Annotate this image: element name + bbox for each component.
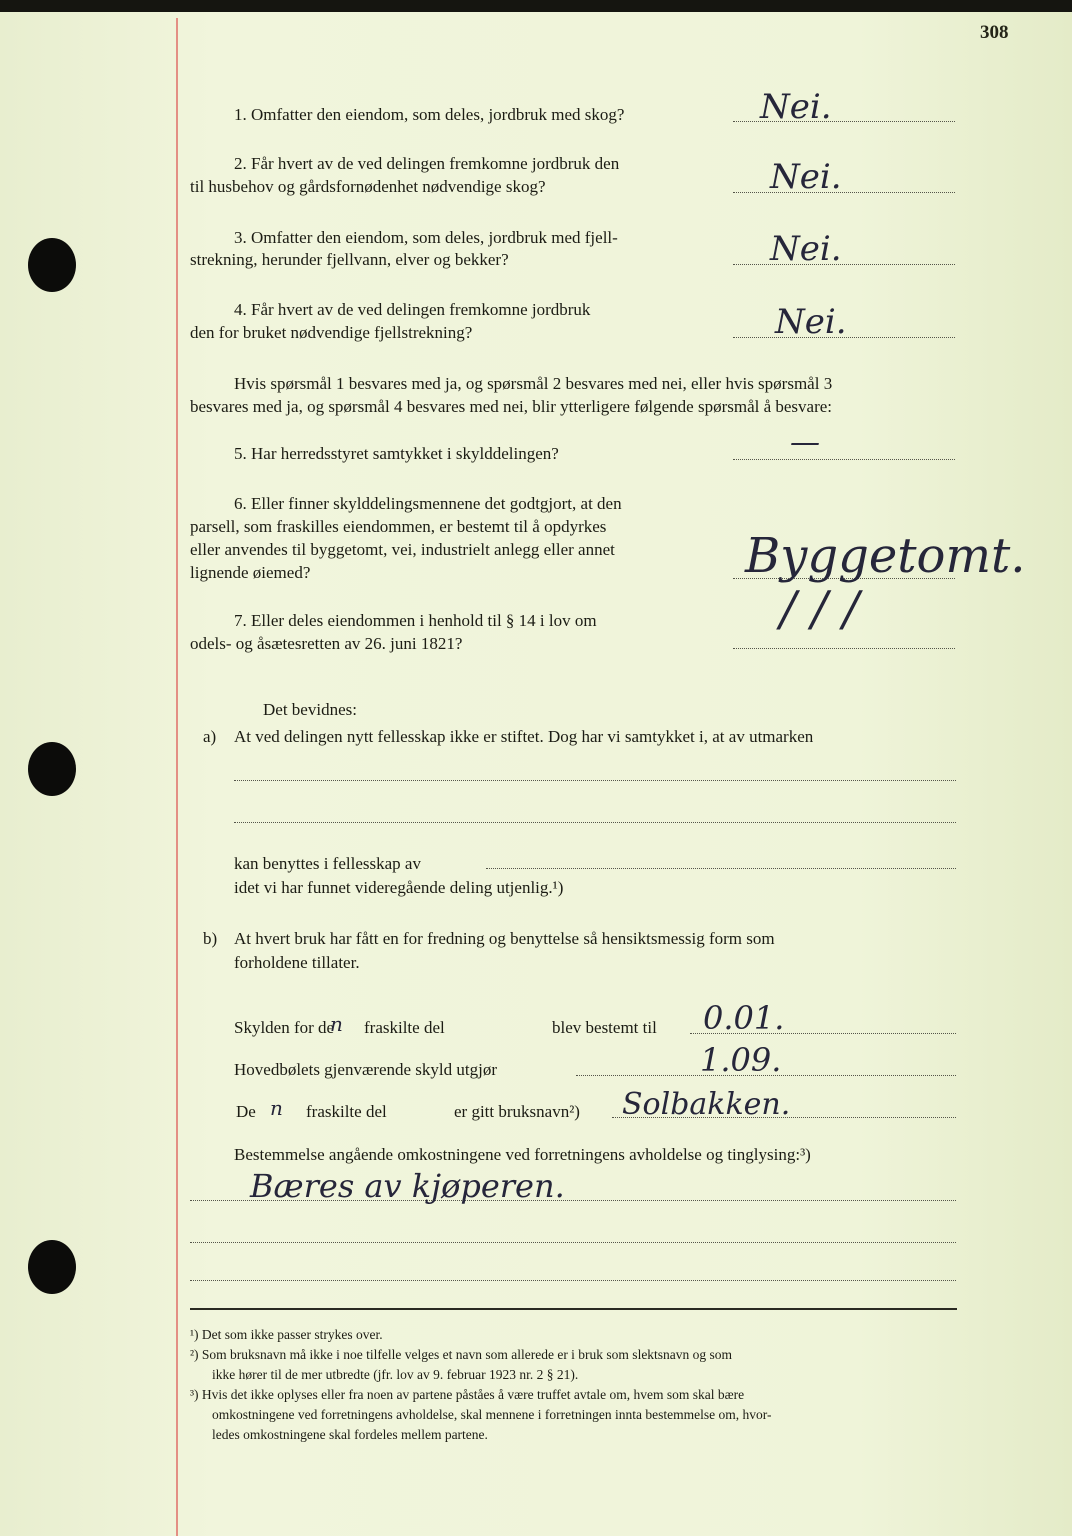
scan-top-edge (0, 0, 1072, 12)
question-3-line-2: strekning, herunder fjellvann, elver og bekker? (190, 250, 509, 269)
margin-line (176, 18, 178, 1536)
costs-value: Bæres av kjøperen. (250, 1167, 565, 1205)
answer-rule (733, 264, 955, 265)
question-3-line-1: 3. Omfatter den eiendom, som deles, jordbruk med fjell- (234, 228, 618, 247)
common-use-line: kan benyttes i fellesskap av (234, 854, 421, 873)
fill-line (190, 1242, 956, 1243)
question-5: 5. Har herredsstyret samtykket i skylddelingen? (234, 444, 559, 463)
question-2-line-1: 2. Får hvert av de ved delingen fremkomne jordbruk den (234, 154, 620, 173)
farm-name-label-part-3: er gitt bruksnavn²) (454, 1102, 580, 1121)
remaining-skyld-value: 1.09. (700, 1041, 782, 1079)
question-2-line-2: til husbehov og gårdsfornødenhet nødvendige skog? (190, 177, 546, 196)
answer-5: — (790, 425, 820, 460)
question-4-line-1: 4. Får hvert av de ved delingen fremkomne jordbruk (234, 300, 591, 319)
question-6-line-1: 6. Eller finner skylddelingsmennene det godtgjort, at den (234, 494, 622, 513)
question-7-line-1: 7. Eller deles eiendommen i henhold til § 14 i lov om (234, 611, 597, 630)
condition-line-2: besvares med ja, og spørsmål 4 besvares med nei, blir ytterligere følgende spørsmål å besvare: (190, 397, 833, 416)
item-b-line-1: At hvert bruk har fått en for fredning og benyttelse så hensiktsmessig form som (234, 929, 775, 948)
certification-heading: Det bevidnes: (263, 700, 357, 719)
fill-line (234, 780, 956, 781)
punch-hole (28, 742, 76, 796)
footnote-3-line-3: ledes omkostningene skal fordeles mellem partene. (212, 1427, 488, 1442)
answer-rule (733, 192, 955, 193)
answer-4: Nei. (775, 302, 847, 342)
item-b-label: b) (203, 929, 218, 948)
remaining-skyld-label: Hovedbølets gjenværende skyld utgjør (234, 1060, 497, 1079)
skyld-label-part-3: blev bestemt til (552, 1018, 657, 1037)
skyld-label-part-2: fraskilte del (364, 1018, 445, 1037)
answer-3: Nei. (770, 229, 842, 269)
item-b-line-2: forholdene tillater. (234, 953, 360, 972)
skyld-gender-mark: n (330, 1012, 343, 1036)
answer-7: / / / (780, 581, 860, 637)
condition-line-1: Hvis spørsmål 1 besvares med ja, og spørsmål 2 besvares med nei, eller hvis spørsmål 3 (234, 374, 833, 393)
footnote-2-line-1: ²) Som bruksnavn må ikke i noe tilfelle velges et navn som allerede er i bruk som slektsnavn og som (190, 1347, 733, 1362)
costs-label: Bestemmelse angående omkostningene ved forretningens avholdelse og tinglysing:³) (234, 1145, 811, 1164)
question-1: 1. Omfatter den eiendom, som deles, jordbruk med skog? (234, 105, 625, 124)
farm-name-gender-mark: n (270, 1096, 283, 1120)
footnote-3-line-2: omkostningene ved forretningens avholdelse, skal mennene i forretningen innta bestemmelse om, hvor- (212, 1407, 772, 1422)
fill-line (234, 822, 956, 823)
fill-line (190, 1280, 956, 1281)
fill-line (486, 868, 956, 869)
farm-name-label-part-2: fraskilte del (306, 1102, 387, 1121)
further-division-line: idet vi har funnet videregående deling utjenlig.¹) (234, 878, 564, 897)
footnote-2-line-2: ikke hører til de mer utbredte (jfr. lov av 9. februar 1923 nr. 2 § 21). (212, 1367, 579, 1382)
answer-1: Nei. (760, 87, 832, 127)
question-6-line-4: lignende øiemed? (190, 563, 311, 582)
punch-hole (28, 238, 76, 292)
footnote-3-line-1: ³) Hvis det ikke oplyses eller fra noen av partene påståes å være truffet avtale om, hvem som skal bære (190, 1387, 745, 1402)
answer-6: Byggetomt. (745, 528, 1026, 584)
footnote-separator (190, 1308, 957, 1310)
answer-rule (733, 648, 955, 649)
question-4-line-2: den for bruket nødvendige fjellstrekning? (190, 323, 473, 342)
punch-hole (28, 1240, 76, 1294)
skyld-label-part-1: Skylden for de (234, 1018, 335, 1037)
answer-2: Nei. (770, 157, 842, 197)
question-6-line-2: parsell, som fraskilles eiendommen, er bestemt til å opdyrkes (190, 517, 607, 536)
farm-name-value: Solbakken. (622, 1087, 791, 1122)
question-6-line-3: eller anvendes til byggetomt, vei, industrielt anlegg eller annet (190, 540, 615, 559)
skyld-value: 0.01. (703, 999, 785, 1037)
item-a-label: a) (203, 727, 217, 746)
footnote-1: ¹) Det som ikke passer strykes over. (190, 1327, 383, 1342)
page-number: 308 (980, 22, 1009, 43)
item-a-text: At ved delingen nytt fellesskap ikke er stiftet. Dog har vi samtykket i, at av utmarken (234, 727, 814, 746)
farm-name-label-part-1: De (236, 1102, 256, 1121)
question-7-line-2: odels- og åsætesretten av 26. juni 1821? (190, 634, 463, 653)
answer-rule (733, 459, 955, 460)
